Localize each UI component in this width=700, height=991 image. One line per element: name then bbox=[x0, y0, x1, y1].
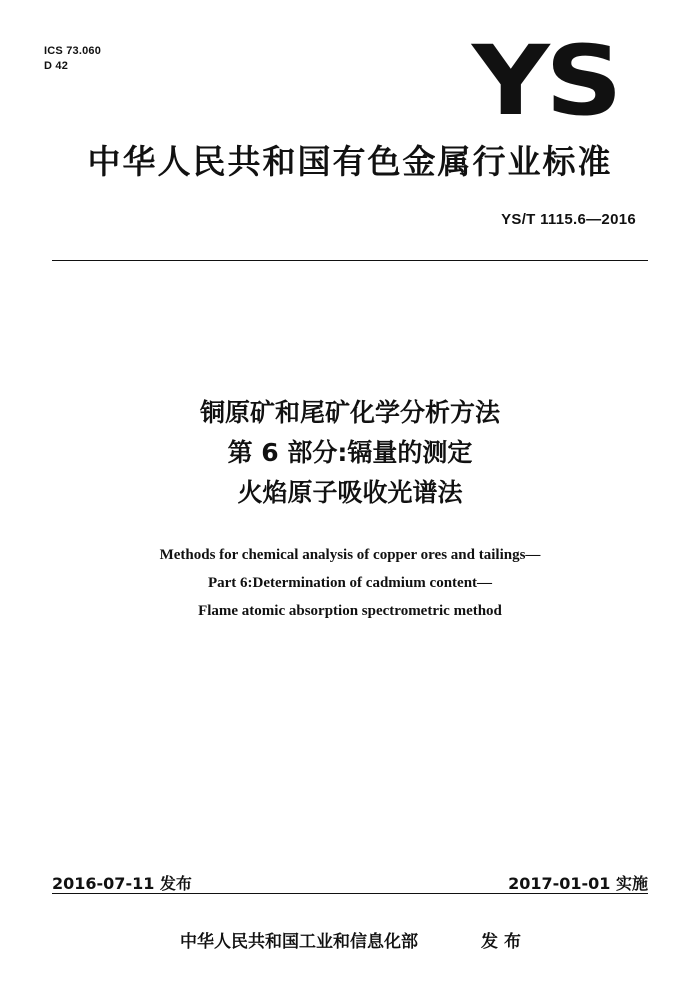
publisher-name: 中华人民共和国工业和信息化部 bbox=[180, 932, 418, 952]
chinese-title-line-2: 第 6 部分:镉量的测定 bbox=[227, 438, 473, 467]
ys-logo: YS bbox=[471, 25, 619, 137]
english-title bbox=[0, 541, 700, 625]
header-divider bbox=[52, 260, 648, 261]
chinese-title-line-1: 铜原矿和尾矿化学分析方法 bbox=[199, 398, 500, 427]
classification-codes bbox=[44, 44, 101, 74]
standard-category-title: 中华人民共和国有色金属行业标准 bbox=[87, 142, 613, 181]
standard-number: YS/T 1115.6—2016 bbox=[501, 211, 636, 228]
chinese-title bbox=[0, 393, 700, 513]
chinese-title-line-3: 火焰原子吸收光谱法 bbox=[237, 478, 463, 507]
issue-date: 2016-07-11 发布 bbox=[52, 874, 192, 893]
publish-label: 发布 bbox=[481, 932, 527, 952]
english-title-line-1: Methods for chemical analysis of copper ores and tailings— bbox=[159, 547, 541, 563]
ccs-code: D 42 bbox=[44, 60, 69, 72]
footer-divider bbox=[52, 893, 648, 894]
english-title-line-3: Flame atomic absorption spectrometric method bbox=[198, 603, 502, 619]
implementation-date: 2017-01-01 实施 bbox=[508, 874, 648, 893]
ics-code: ICS 73.060 bbox=[44, 45, 102, 57]
english-title-line-2: Part 6:Determination of cadmium content— bbox=[207, 575, 493, 591]
